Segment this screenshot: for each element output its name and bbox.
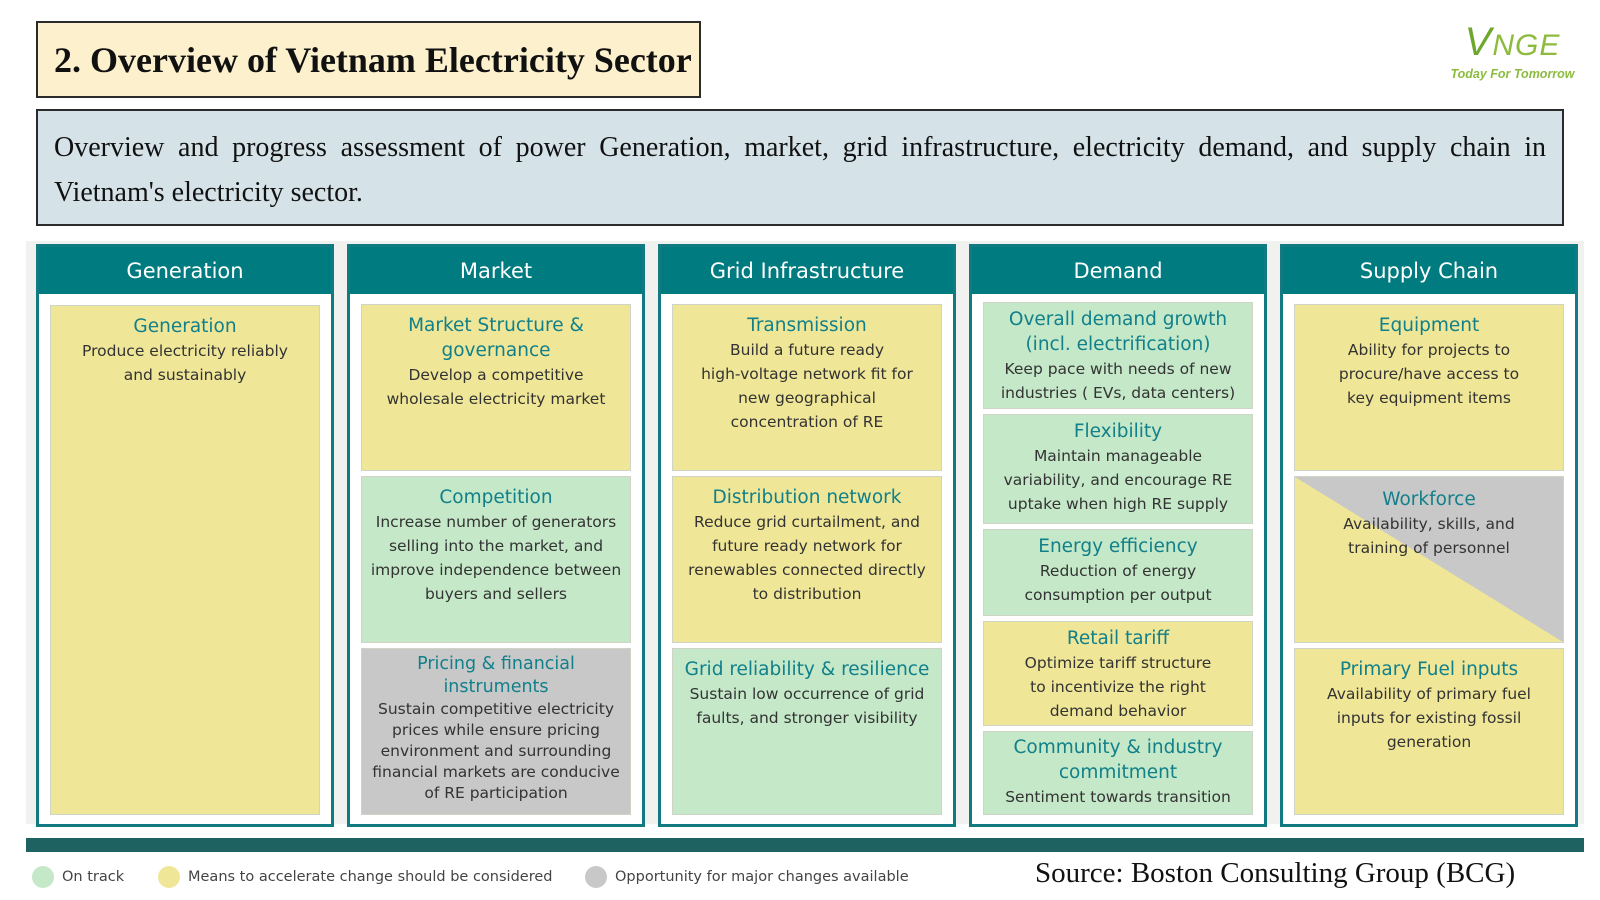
desc-line: wholesale electricity market: [386, 390, 606, 408]
vnge-logo: [1440, 20, 1585, 90]
legend-major-change: [585, 866, 909, 888]
cell-desc-market-structure: [366, 363, 626, 411]
cell-title-equipment: Equipment: [1378, 315, 1480, 336]
column-market: [347, 244, 645, 827]
page-title: [36, 21, 701, 98]
cell-desc-workforce: [1299, 512, 1559, 560]
cell-flexibility: [983, 414, 1253, 524]
desc-line: environment and surrounding: [380, 742, 612, 760]
desc-line: faults, and stronger visibility: [696, 709, 918, 727]
cell-desc-equipment: [1299, 338, 1559, 410]
legend-dot-on-track: [32, 866, 54, 888]
cell-overall-demand: [983, 302, 1253, 409]
bottom-divider-bar: [26, 838, 1584, 852]
legend-dot-major-change: [585, 866, 607, 888]
desc-line: Ability for projects to: [1347, 341, 1511, 359]
cell-desc-community-commitment: [988, 785, 1248, 809]
cell-desc-grid-reliability: [677, 682, 937, 730]
desc-line: consumption per output: [1024, 586, 1212, 604]
source-citation: Source: Boston Consulting Group (BCG): [1035, 857, 1516, 889]
cell-desc-transmission: [677, 338, 937, 434]
desc-line: concentration of RE: [730, 413, 884, 431]
desc-line: high-voltage network fit for: [701, 365, 913, 383]
cell-desc-primary-fuel: [1299, 682, 1559, 754]
cell-title-competition: Competition: [439, 487, 553, 508]
column-header-supply-chain: Supply Chain: [1283, 247, 1575, 294]
title-line: governance: [441, 340, 551, 361]
cell-title-flexibility: Flexibility: [1073, 421, 1163, 442]
desc-line: Sustain competitive electricity: [378, 700, 614, 718]
legend-accelerate: [158, 866, 552, 888]
legend-dot-accelerate: [158, 866, 180, 888]
column-supply-chain: [1280, 244, 1578, 827]
column-grid-infrastructure: [658, 244, 956, 827]
cell-community-commitment: [983, 731, 1253, 815]
logo-mark: [1440, 20, 1585, 65]
desc-line: Build a future ready: [729, 341, 885, 359]
column-header-market: Market: [350, 247, 642, 294]
desc-line: Maintain manageable: [1033, 447, 1203, 465]
title-line: Overall demand growth: [1008, 309, 1228, 330]
logo-tagline: Today For Tomorrow: [1450, 67, 1575, 81]
cell-title-transmission: Transmission: [747, 315, 867, 336]
desc-line: uptake when high RE supply: [1007, 495, 1229, 513]
legend-label-accelerate: Means to accelerate change should be considered: [188, 869, 553, 885]
desc-line: Availability of primary fuel: [1327, 685, 1531, 703]
desc-line: selling into the market, and: [388, 537, 604, 555]
cell-title-distribution: Distribution network: [712, 487, 902, 508]
legend-on-track: [32, 866, 124, 888]
cell-generation: [50, 305, 320, 815]
cell-title-primary-fuel: Primary Fuel inputs: [1339, 659, 1519, 680]
cell-title-retail-tariff: Retail tariff: [1066, 628, 1170, 649]
desc-line: demand behavior: [1049, 702, 1187, 720]
desc-line: key equipment items: [1347, 389, 1511, 407]
cell-retail-tariff: [983, 621, 1253, 726]
cell-title-workforce: Workforce: [1382, 489, 1476, 510]
cell-title-community-commitment: [988, 735, 1248, 785]
title-line: (incl. electrification): [1025, 334, 1211, 355]
desc-line: buyers and sellers: [424, 585, 568, 603]
intro-box: [36, 109, 1564, 226]
cell-title-overall-demand: [988, 307, 1248, 357]
desc-line: Optimize tariff structure: [1024, 654, 1212, 672]
cell-desc-retail-tariff: [988, 651, 1248, 723]
cell-desc-energy-efficiency: [988, 559, 1248, 607]
cell-distribution: [672, 476, 942, 643]
desc-line: Reduction of energy: [1039, 562, 1197, 580]
desc-line: industries ( EVs, data centers): [1000, 384, 1236, 402]
desc-line: financial markets are conducive: [372, 763, 620, 781]
cell-energy-efficiency: [983, 529, 1253, 616]
column-demand: [969, 244, 1267, 827]
page-title-text: 2. Overview of Vietnam Electricity Sector: [54, 39, 692, 80]
logo-mark-v: V: [1464, 20, 1493, 64]
column-header-demand: Demand: [972, 247, 1264, 294]
title-line: commitment: [1058, 762, 1178, 783]
intro-text: Overview and progress assessment of power Generation, market, grid infrastructure, electricity demand, and supply chain in Vietnam's electricity sector.: [54, 132, 1546, 208]
cell-title-generation: Generation: [133, 316, 237, 337]
desc-line: variability, and encourage RE: [1003, 471, 1233, 489]
cell-desc-generation: [55, 339, 315, 387]
cell-title-grid-reliability: Grid reliability & resilience: [684, 659, 930, 680]
cell-workforce: [1294, 476, 1564, 643]
cell-desc-overall-demand: [988, 357, 1248, 405]
desc-line: prices while ensure pricing: [392, 721, 600, 739]
desc-line: improve independence between: [370, 561, 622, 579]
desc-line: to incentivize the right: [1030, 678, 1206, 696]
cell-desc-pricing: [366, 699, 626, 804]
legend-label-major-change: Opportunity for major changes available: [615, 869, 909, 885]
logo-mark-rest: NGE: [1492, 29, 1561, 62]
cell-pricing: [361, 648, 631, 815]
desc-line: training of personnel: [1348, 539, 1510, 557]
cell-competition: [361, 476, 631, 643]
cell-desc-distribution: [677, 510, 937, 606]
cell-equipment: [1294, 304, 1564, 471]
cell-transmission: [672, 304, 942, 471]
desc-line: generation: [1386, 733, 1472, 751]
cell-desc-competition: [366, 510, 626, 606]
desc-line: future ready network for: [712, 537, 902, 555]
cell-market-structure: [361, 304, 631, 471]
cell-primary-fuel: [1294, 648, 1564, 815]
column-generation: [36, 244, 334, 827]
desc-line: Increase number of generators: [375, 513, 617, 531]
cell-title-energy-efficiency: Energy efficiency: [1038, 536, 1198, 557]
desc-line: Develop a competitive: [408, 366, 584, 384]
desc-line: Reduce grid curtailment, and: [694, 513, 920, 531]
title-line: Market Structure &: [408, 315, 584, 336]
column-header-grid: Grid Infrastructure: [661, 247, 953, 294]
cell-title-market-structure: [366, 313, 626, 363]
desc-line: Availability, skills, and: [1343, 515, 1515, 533]
cell-title-pricing: Pricing & financial instruments: [417, 654, 575, 697]
desc-line: Sustain low occurrence of grid: [689, 685, 925, 703]
desc-line: new geographical: [738, 389, 876, 407]
legend-label-on-track: On track: [62, 869, 125, 885]
desc-line: renewables connected directly: [688, 561, 926, 579]
desc-line: to distribution: [752, 585, 862, 603]
desc-line: of RE participation: [424, 784, 568, 802]
desc-line: procure/have access to: [1338, 365, 1520, 383]
title-line: Community & industry: [1013, 737, 1223, 758]
column-header-generation: Generation: [39, 247, 331, 294]
cell-desc-flexibility: [988, 444, 1248, 516]
cell-grid-reliability: [672, 648, 942, 815]
desc-line: Produce electricity reliably: [82, 342, 288, 360]
desc-line: Sentiment towards transition: [1005, 788, 1231, 806]
desc-line: and sustainably: [123, 366, 247, 384]
desc-line: Keep pace with needs of new: [1004, 360, 1232, 378]
desc-line: inputs for existing fossil: [1336, 709, 1522, 727]
